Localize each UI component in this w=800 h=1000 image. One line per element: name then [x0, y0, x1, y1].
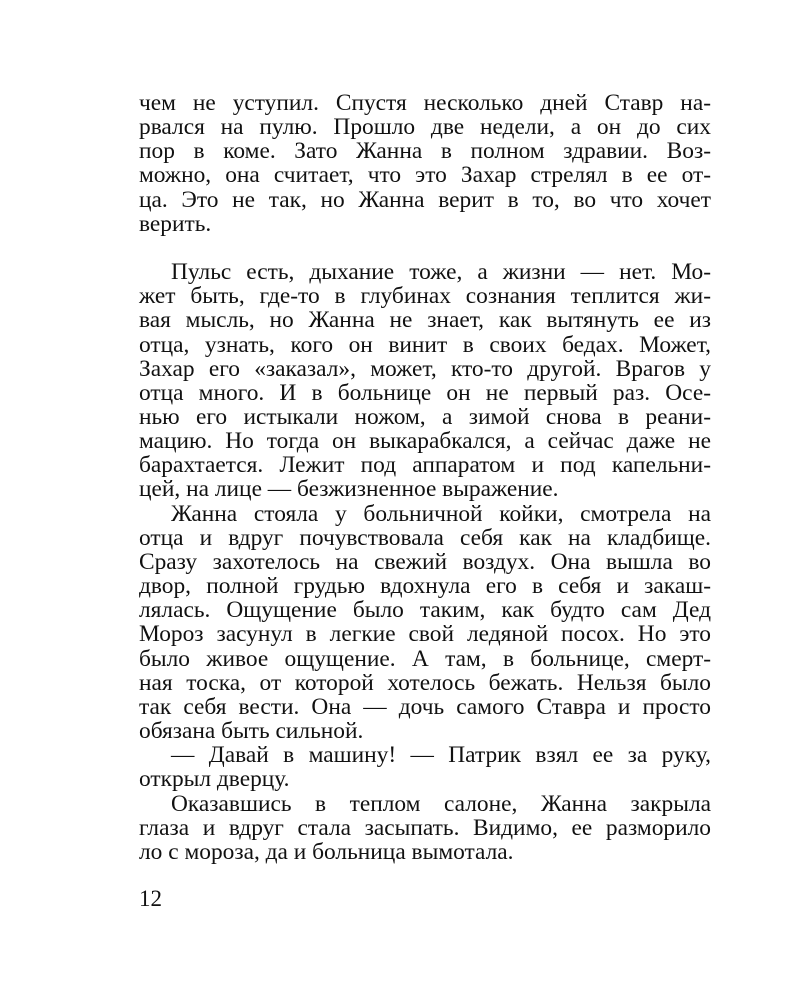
- text-line: Мороз засунул в легкие свой ледяной посох. Но это: [139, 621, 711, 648]
- text-line: ная тоска, от которой хотелось бежать. Нельзя было: [139, 669, 711, 696]
- text-line: верить.: [139, 210, 212, 237]
- text-line: пор в коме. Зато Жанна в полном здравии. Воз-: [139, 138, 711, 165]
- text-line: отца много. И в больнице он не первый раз. Осе-: [139, 379, 711, 406]
- text-line: было живое ощущение. А там, в больнице, смерт-: [139, 645, 711, 672]
- text-line: Захар его «заказал», может, кто-то другой. Врагов у: [139, 355, 711, 382]
- text-line: отца и вдруг почувствовала себя как на кладбище.: [139, 524, 711, 551]
- text-line: ца. Это не так, но Жанна верит в то, во что хочет: [139, 186, 711, 213]
- text-line: Жанна стояла у больничной койки, смотрела на: [171, 500, 711, 527]
- text-line: — Давай в машину! — Патрик взял ее за руку,: [171, 742, 711, 769]
- text-line: открыл дверцу.: [139, 766, 290, 793]
- text-line: жет быть, где-то в глубинах сознания теплится жи-: [139, 283, 711, 310]
- text-line: цей, на лице — безжизненное выражение.: [139, 476, 559, 503]
- text-line: отца, узнать, кого он винит в своих бедах. Может,: [139, 331, 711, 358]
- paragraph: [139, 743, 711, 791]
- paragraph: [139, 91, 711, 236]
- paragraph: [139, 502, 711, 744]
- text-line: ло с мороза, да и больница вымотала.: [139, 838, 514, 865]
- text-line: обязана быть сильной.: [139, 718, 364, 745]
- text-line: глаза и вдруг стала засыпать. Видимо, ее разморило: [139, 814, 711, 841]
- section-break: [139, 236, 711, 260]
- text-line: так себя вести. Она — дочь самого Ставра и просто: [139, 693, 711, 720]
- page-number: 12: [139, 886, 162, 911]
- text-line: барахтается. Лежит под аппаратом и под капельни-: [139, 452, 711, 479]
- text-line: Оказавшись в теплом салоне, Жанна закрыла: [171, 790, 711, 817]
- text-line: нью его истыкали ножом, а зимой снова в реани-: [139, 404, 711, 431]
- text-line: лялась. Ощущение было таким, как будто сам Дед: [139, 597, 711, 624]
- paragraph: [139, 792, 711, 864]
- text-line: мацию. Но тогда он выкарабкался, а сейчас даже не: [139, 428, 711, 455]
- text-line: рвался на пулю. Прошло две недели, а он до сих: [139, 114, 711, 141]
- text-line: Пульс есть, дыхание тоже, а жизни — нет. Мо-: [171, 259, 711, 286]
- text-line: двор, полной грудью вдохнула его в себя и закаш-: [139, 573, 711, 600]
- text-line: Сразу захотелось на свежий воздух. Она вышла во: [139, 548, 711, 575]
- paragraph: [139, 260, 711, 502]
- text-line: можно, она считает, что это Захар стрелял в ее от-: [139, 162, 711, 189]
- text-line: вая мысль, но Жанна не знает, как вытянуть ее из: [139, 307, 711, 334]
- body-text: [139, 91, 711, 864]
- text-line: чем не уступил. Спустя несколько дней Ставр на-: [139, 90, 711, 116]
